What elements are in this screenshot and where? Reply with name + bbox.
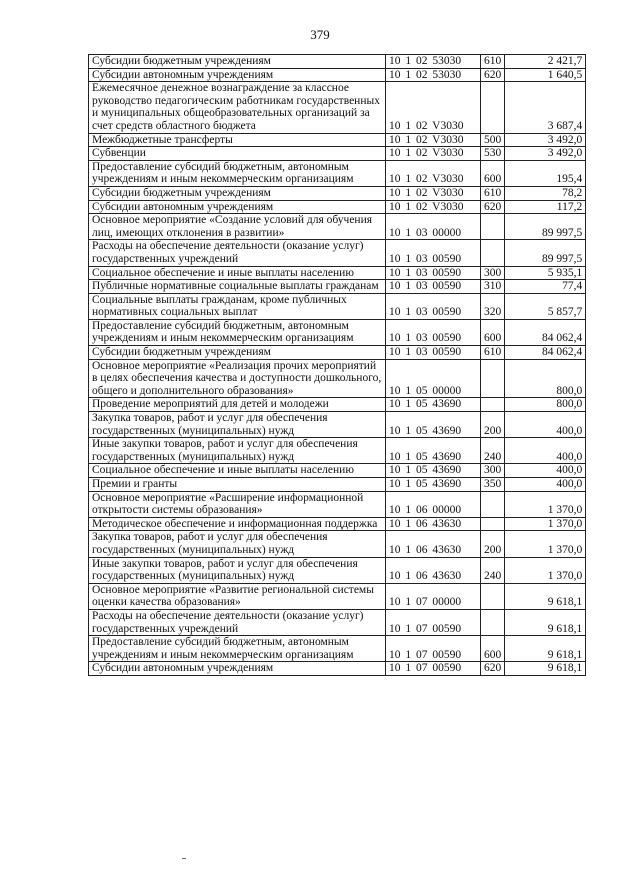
row-expense-type: 610	[481, 55, 505, 69]
row-amount: 1 370,0	[505, 531, 586, 557]
row-code: 10 1 02 53030	[386, 68, 481, 82]
table-row	[89, 438, 586, 464]
row-expense-type: 530	[481, 147, 505, 161]
row-name: Субсидии бюджетным учреждениям	[89, 55, 386, 69]
table-row	[89, 186, 586, 200]
row-amount: 84 062,4	[505, 319, 586, 345]
row-name: Расходы на обеспечение деятельности (оказание услуг) государственных учреждений	[89, 609, 386, 635]
row-expense-type: 200	[481, 531, 505, 557]
row-name: Субсидии автономным учреждениям	[89, 662, 386, 676]
row-amount: 800,0	[505, 359, 586, 398]
table-row	[89, 55, 586, 69]
table-row	[89, 319, 586, 345]
row-code: 10 1 03 00590	[386, 280, 481, 294]
row-expense-type: 610	[481, 186, 505, 200]
row-amount: 1 370,0	[505, 491, 586, 517]
row-name: Закупка товаров, работ и услуг для обеспечения государственных (муниципальных) нужд	[89, 412, 386, 438]
row-name: Субвенции	[89, 147, 386, 161]
row-expense-type	[481, 491, 505, 517]
table-row	[89, 240, 586, 266]
row-expense-type	[481, 398, 505, 412]
row-amount: 9 618,1	[505, 662, 586, 676]
row-code: 10 1 05 43690	[386, 398, 481, 412]
row-name: Премии и гранты	[89, 478, 386, 492]
row-name: Основное мероприятие «Реализация прочих мероприятий в целях обеспечения качества и доступности дошкольного, общего и дополнительного образования»	[89, 359, 386, 398]
row-code: 10 1 05 43690	[386, 412, 481, 438]
row-name: Субсидии автономным учреждениям	[89, 200, 386, 214]
row-code: 10 1 03 00590	[386, 346, 481, 360]
row-code: 10 1 06 43630	[386, 531, 481, 557]
row-expense-type: 600	[481, 636, 505, 662]
row-amount: 89 997,5	[505, 214, 586, 240]
table-row	[89, 359, 586, 398]
row-name: Субсидии автономным учреждениям	[89, 68, 386, 82]
row-amount: 400,0	[505, 438, 586, 464]
row-amount: 195,4	[505, 160, 586, 186]
row-code: 10 1 06 00000	[386, 491, 481, 517]
table-row	[89, 531, 586, 557]
row-name: Закупка товаров, работ и услуг для обеспечения государственных (муниципальных) нужд	[89, 531, 386, 557]
row-code: 10 1 07 00590	[386, 636, 481, 662]
table-row	[89, 662, 586, 676]
row-expense-type: 320	[481, 293, 505, 319]
budget-table-body	[89, 55, 586, 676]
table-row	[89, 68, 586, 82]
row-expense-type: 300	[481, 266, 505, 280]
table-row	[89, 491, 586, 517]
row-amount: 89 997,5	[505, 240, 586, 266]
row-code: 10 1 07 00590	[386, 609, 481, 635]
row-name: Расходы на обеспечение деятельности (оказание услуг) государственных учреждений	[89, 240, 386, 266]
row-expense-type	[481, 517, 505, 531]
table-row	[89, 214, 586, 240]
row-code: 10 1 05 43690	[386, 438, 481, 464]
row-amount: 3 492,0	[505, 133, 586, 147]
row-expense-type: 350	[481, 478, 505, 492]
table-row	[89, 517, 586, 531]
row-code: 10 1 03 00590	[386, 240, 481, 266]
row-expense-type	[481, 359, 505, 398]
row-amount: 3 492,0	[505, 147, 586, 161]
table-row	[89, 82, 586, 133]
row-amount: 5 935,1	[505, 266, 586, 280]
row-amount: 400,0	[505, 412, 586, 438]
row-code: 10 1 07 00000	[386, 583, 481, 609]
table-row	[89, 280, 586, 294]
row-amount: 5 857,7	[505, 293, 586, 319]
row-expense-type	[481, 583, 505, 609]
row-expense-type: 300	[481, 464, 505, 478]
row-expense-type: 610	[481, 346, 505, 360]
row-code: 10 1 03 00590	[386, 293, 481, 319]
row-code: 10 1 02 V3030	[386, 133, 481, 147]
row-amount: 1 640,5	[505, 68, 586, 82]
row-name: Субсидии бюджетным учреждениям	[89, 346, 386, 360]
row-amount: 84 062,4	[505, 346, 586, 360]
scan-speck	[182, 858, 186, 859]
row-code: 10 1 05 43690	[386, 464, 481, 478]
row-code: 10 1 02 53030	[386, 55, 481, 69]
table-row	[89, 133, 586, 147]
row-code: 10 1 05 43690	[386, 478, 481, 492]
table-row	[89, 160, 586, 186]
row-name: Межбюджетные трансферты	[89, 133, 386, 147]
row-amount: 9 618,1	[505, 609, 586, 635]
row-name: Методическое обеспечение и информационная поддержка	[89, 517, 386, 531]
row-name: Субсидии бюджетным учреждениям	[89, 186, 386, 200]
row-amount: 9 618,1	[505, 636, 586, 662]
row-name: Проведение мероприятий для детей и молодежи	[89, 398, 386, 412]
row-name: Основное мероприятие «Создание условий для обучения лиц, имеющих отклонения в развитии»	[89, 214, 386, 240]
table-row	[89, 200, 586, 214]
table-row	[89, 266, 586, 280]
row-amount: 78,2	[505, 186, 586, 200]
row-name: Основное мероприятие «Развитие региональной системы оценки качества образования»	[89, 583, 386, 609]
table-row	[89, 583, 586, 609]
row-expense-type: 620	[481, 68, 505, 82]
table-row	[89, 464, 586, 478]
row-expense-type	[481, 214, 505, 240]
row-expense-type: 310	[481, 280, 505, 294]
row-name: Социальное обеспечение и иные выплаты населению	[89, 464, 386, 478]
row-name: Публичные нормативные социальные выплаты гражданам	[89, 280, 386, 294]
row-name: Предоставление субсидий бюджетным, автономным учреждениям и иным некоммерческим организациям	[89, 636, 386, 662]
table-row	[89, 398, 586, 412]
table-row	[89, 147, 586, 161]
row-code: 10 1 02 V3030	[386, 160, 481, 186]
row-name: Иные закупки товаров, работ и услуг для обеспечения государственных (муниципальных) нужд	[89, 438, 386, 464]
table-row	[89, 346, 586, 360]
row-code: 10 1 06 43630	[386, 557, 481, 583]
table-row	[89, 293, 586, 319]
row-expense-type: 200	[481, 412, 505, 438]
table-row	[89, 478, 586, 492]
row-expense-type: 240	[481, 557, 505, 583]
row-expense-type	[481, 609, 505, 635]
page-number: 379	[310, 27, 330, 42]
row-code: 10 1 02 V3030	[386, 147, 481, 161]
row-code: 10 1 03 00000	[386, 214, 481, 240]
row-name: Предоставление субсидий бюджетным, автономным учреждениям и иным некоммерческим организациям	[89, 319, 386, 345]
row-code: 10 1 07 00590	[386, 662, 481, 676]
row-amount: 2 421,7	[505, 55, 586, 69]
row-code: 10 1 02 V3030	[386, 82, 481, 133]
row-name: Предоставление субсидий бюджетным, автономным учреждениям и иным некоммерческим организациям	[89, 160, 386, 186]
row-amount: 117,2	[505, 200, 586, 214]
row-expense-type	[481, 82, 505, 133]
row-amount: 1 370,0	[505, 557, 586, 583]
budget-table	[88, 54, 586, 676]
row-amount: 77,4	[505, 280, 586, 294]
row-name: Социальное обеспечение и иные выплаты населению	[89, 266, 386, 280]
row-amount: 400,0	[505, 464, 586, 478]
row-amount: 400,0	[505, 478, 586, 492]
row-name: Иные закупки товаров, работ и услуг для обеспечения государственных (муниципальных) нужд	[89, 557, 386, 583]
row-name: Основное мероприятие «Расширение информационной открытости системы образования»	[89, 491, 386, 517]
row-code: 10 1 02 V3030	[386, 200, 481, 214]
row-amount: 9 618,1	[505, 583, 586, 609]
row-amount: 800,0	[505, 398, 586, 412]
row-expense-type: 620	[481, 662, 505, 676]
table-row	[89, 557, 586, 583]
row-code: 10 1 05 00000	[386, 359, 481, 398]
table-row	[89, 609, 586, 635]
row-code: 10 1 02 V3030	[386, 186, 481, 200]
row-expense-type: 620	[481, 200, 505, 214]
row-code: 10 1 03 00590	[386, 266, 481, 280]
table-row	[89, 412, 586, 438]
row-code: 10 1 03 00590	[386, 319, 481, 345]
row-expense-type: 600	[481, 160, 505, 186]
row-code: 10 1 06 43630	[386, 517, 481, 531]
row-name: Социальные выплаты гражданам, кроме публичных нормативных социальных выплат	[89, 293, 386, 319]
row-expense-type: 500	[481, 133, 505, 147]
table-row	[89, 636, 586, 662]
row-amount: 1 370,0	[505, 517, 586, 531]
row-name: Ежемесячное денежное вознаграждение за классное руководство педагогическим работникам государственных и муниципальных общеобразовательных организаций за счет средств областного бюджета	[89, 82, 386, 133]
row-expense-type	[481, 240, 505, 266]
row-expense-type: 600	[481, 319, 505, 345]
row-amount: 3 687,4	[505, 82, 586, 133]
row-expense-type: 240	[481, 438, 505, 464]
